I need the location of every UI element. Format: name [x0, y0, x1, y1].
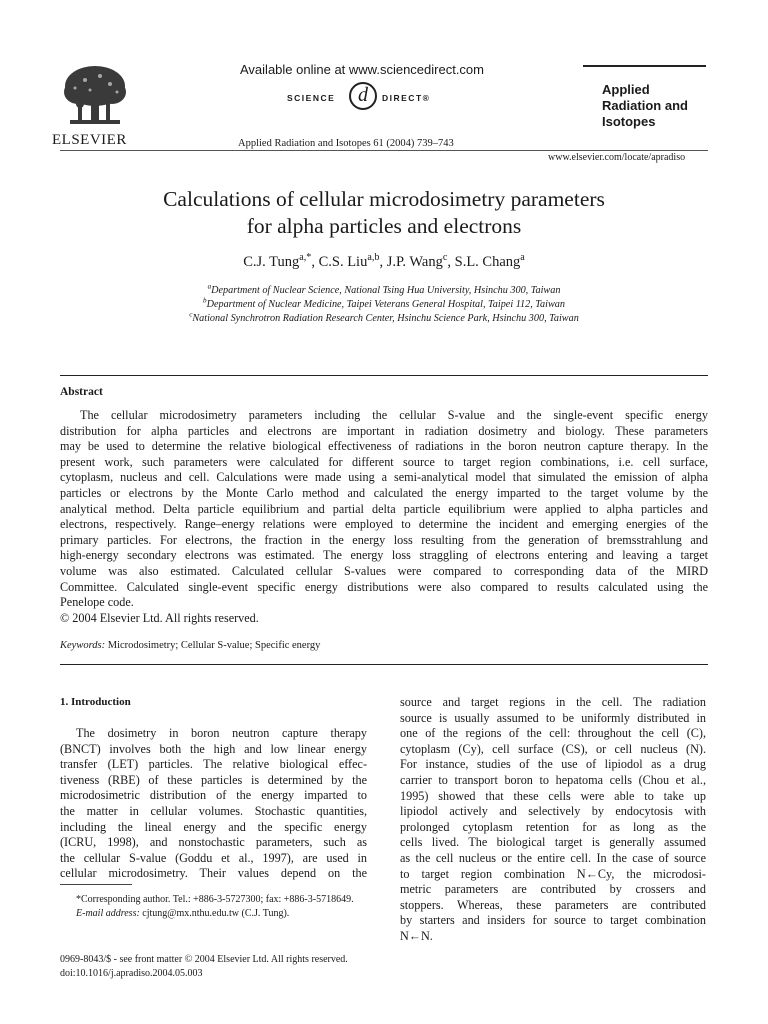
affiliation: $^a$Department of Nuclear Science, National Tsing Hua University, Hsinchu 300, Taiwan [207, 282, 561, 296]
abstract-bottom-rule [60, 664, 708, 665]
available-online-text: Available online at www.sciencedirect.com [240, 62, 484, 77]
intro-line: 1995) showed that these cells were able to take up [400, 788, 706, 803]
intro-line: the matter in cellular volumes. Stochastic quantities, [60, 803, 367, 818]
abstract-line: analytical method. Delta particle equilibrium and partial delta particle equilibrium were applied to alpha particles and [60, 501, 708, 516]
abstract-line: high-energy secondary electrons was estimated. The energy loss straggling of electrons entering and leaving a target [60, 548, 708, 563]
footnote-corresponding: *Corresponding author. Tel.: +886-3-5727300; fax: +886-3-5718649. [76, 894, 354, 905]
sciencedirect-logo [287, 84, 487, 114]
journal-name-rule [583, 65, 706, 67]
intro-line: lipiodol actively and selectively by endocytosis with [400, 804, 706, 819]
abstract-line: Committee. Calculated single-event specific energy distributions were also compared to results calculated using the [60, 579, 708, 594]
intro-line: including the lineal energy and the specific energy [60, 819, 367, 834]
intro-line: carrier to transport boron to hepatoma cells (Chou et al., [400, 772, 706, 787]
abstract-top-rule [60, 375, 708, 376]
footnote-email: E-mail address: cjtung@mx.nthu.edu.tw (C.J. Tung). [76, 908, 290, 919]
article-title: Calculations of cellular microdosimetry parameters for alpha particles and electrons [163, 187, 605, 238]
journal-url-link[interactable]: www.elsevier.com/locate/apradiso [548, 152, 686, 163]
intro-left-column [60, 726, 367, 882]
issn-line: 0969-8043/$ - see front matter © 2004 Elsevier Ltd. All rights reserved. [60, 954, 348, 965]
intro-line: tiveness (RBE) of these particles is determined by the [60, 772, 367, 787]
abstract-line: particles or electrons by the Monte Carlo method and calculated the energy imparted to the target volume by the [60, 485, 708, 500]
elsevier-wordmark: ELSEVIER [52, 132, 127, 148]
intro-heading: 1. Introduction [60, 696, 131, 708]
journal-name: Applied Radiation and Isotopes [602, 82, 688, 129]
abstract-line: volume was also estimated. Calculated cellular S-values were compared to corresponding data of the MIRD [60, 563, 708, 578]
abstract-body [60, 408, 708, 626]
intro-line: The dosimetry in boron neutron capture therapy [76, 726, 367, 740]
intro-line: to target region combination N←Cy, the microdosi- [400, 866, 706, 881]
sciencedirect-left: SCIENCE [287, 93, 336, 103]
intro-line: stoppers. Whereas, these parameters are contributed [400, 897, 706, 912]
header-rule-left [60, 150, 540, 151]
author: S.L. Chang$^a$ [454, 252, 525, 270]
email-link[interactable]: cjtung@mx.nthu.edu.tw (C.J. Tung). [142, 908, 290, 919]
author: C.S. Liu$^{a,b}$ [318, 252, 380, 270]
affiliation: $^b$Department of Nuclear Medicine, Taipei Veterans General Hospital, Taipei 112, Taiwan [203, 296, 565, 310]
intro-line: cytoplasm (Cy), cell surface (CS), or cell nucleus (N). [400, 741, 706, 756]
doi-line[interactable]: doi:10.1016/j.apradiso.2004.05.003 [60, 968, 203, 979]
intro-line: N←N. [400, 928, 433, 943]
author-list: C.J. Tung$^{a,*}$, C.S. Liu$^{a,b}$, J.P. Wang$^c$, S.L. Chang$^a$ [243, 252, 525, 270]
intro-line: cellular microdosimetry. Their values depend on the [60, 866, 367, 881]
header-rule-right [540, 150, 708, 151]
intro-right-column [400, 695, 706, 945]
intro-line: by starters and insiders for source to target combination [400, 913, 706, 928]
intro-line: (BNCT) involves both the high and low linear energy [60, 741, 367, 756]
affiliation: $^c$National Synchrotron Radiation Research Center, Hsinchu Science Park, Hsinchu 300, Taiwan [189, 310, 579, 324]
abstract-copyright: © 2004 Elsevier Ltd. All rights reserved. [60, 610, 259, 625]
sciencedirect-d-mark: d [349, 82, 377, 110]
intro-line: transfer (LET) particles. The relative biological effec- [60, 757, 367, 772]
intro-line: as the cell nucleus or the entire cell. In the case of source [400, 850, 706, 865]
intro-line: cells lived. The biological target is generally assumed [400, 835, 706, 850]
page-footer [60, 953, 560, 981]
intro-line: (ICRU, 1998), and nonstochastic parameters, such as [60, 835, 367, 850]
abstract-line: The cellular microdosimetry parameters including the cellular S-value and the single-event specific energy [80, 408, 708, 422]
journal-citation: Applied Radiation and Isotopes 61 (2004) 739–743 [238, 138, 454, 149]
author: C.J. Tung$^{a,*}$ [243, 252, 312, 270]
intro-line: For instance, studies of the use of lipiodol as a drug [400, 757, 706, 772]
sciencedirect-right: DIRECT® [382, 93, 431, 103]
intro-line: source is usually assumed to be uniformly distributed in [400, 710, 706, 725]
footnote-rule [60, 884, 132, 885]
keywords: Keywords: Microdosimetry; Cellular S-value; Specific energy [60, 640, 321, 651]
affiliations [60, 284, 708, 326]
abstract-line: electrons, respectively. Range–energy relations were employed to determine the incident and emerging energies of the [60, 517, 708, 532]
footnote [60, 893, 367, 921]
elsevier-tree-logo [60, 62, 130, 130]
abstract-heading: Abstract [60, 386, 103, 398]
abstract-line: distribution for alpha particles and electrons are important in radiation dosimetry and biology. These parameters [60, 423, 708, 438]
abstract-line: Penelope code. [60, 595, 134, 610]
abstract-line: primary particles. For electrons, the fraction in the energy loss resulting from the generation of bremsstrahlung and [60, 532, 708, 547]
abstract-line: present work, such parameters were calculated for different source to target region combinations, i.e. cell surface, [60, 454, 708, 469]
intro-line: prolonged cytoplasm retention for as long as the [400, 819, 706, 834]
intro-line: microdosimetric distribution of the energy imparted to [60, 788, 367, 803]
intro-line: metric parameters are contributed by crossers and [400, 882, 706, 897]
abstract-line: may be used to determine the relative biological effectiveness of radiations in the boron neutron capture therapy. In the [60, 439, 708, 454]
author: J.P. Wang$^c$ [386, 252, 448, 270]
intro-line: source and target regions in the cell. The radiation [400, 695, 706, 709]
abstract-line: cytoplasm, nucleus and cell. Calculations were made using a semi-analytical model that simulated the emission of alpha [60, 470, 708, 485]
intro-line: the cellular S-value (Goddu et al., 1997), are used in [60, 850, 367, 865]
intro-line: one of the regions of the cell: throughout the cell (C), [400, 726, 706, 741]
